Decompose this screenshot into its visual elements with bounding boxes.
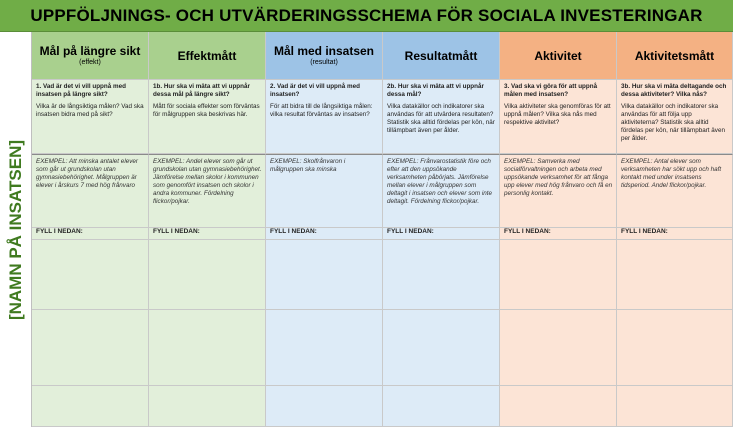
input-cell[interactable]	[149, 240, 266, 310]
input-cell[interactable]	[500, 240, 617, 310]
question-text: 2b. Hur ska vi mäta att vi uppnår dessa mål?	[387, 83, 484, 98]
input-cell[interactable]	[617, 240, 733, 310]
fill-label-cell	[617, 228, 733, 240]
fill-label: FYLL I NEDAN:	[153, 228, 200, 235]
description-text: Mått för sociala effekter som förväntas för målgruppen ska beskrivas här.	[153, 103, 260, 118]
input-cell[interactable]	[32, 386, 149, 427]
question-text: 3b. Hur ska vi mäta deltagande och dessa aktiviteter? Vilka nås?	[621, 83, 727, 98]
fill-label-cell	[500, 228, 617, 240]
example-text: EXEMPEL: Antal elever som verksamheten har sökt upp och haft kontakt med under insatsens tidsperiod. Andel flickor/pojkar.	[621, 158, 722, 189]
input-cell[interactable]	[32, 310, 149, 386]
question-text: 1b. Hur ska vi mäta att vi uppnår dessa mål på längre sikt?	[153, 83, 250, 98]
input-cell[interactable]	[383, 310, 500, 386]
fill-label: FYLL I NEDAN:	[387, 228, 434, 235]
title-bar	[0, 0, 733, 32]
example-cell	[32, 154, 149, 228]
description-text: För att bidra till de långsiktiga målen: vilka resultat förväntas av insatsen?	[270, 103, 373, 118]
schema-table	[32, 32, 733, 427]
insats-name-label: [NAMN PÅ INSATSEN]	[6, 139, 25, 321]
column-header-title: Aktivitet	[534, 48, 582, 63]
input-cell[interactable]	[149, 310, 266, 386]
question-cell	[32, 80, 149, 154]
example-text: EXEMPEL: Skolfrånvaron i målgruppen ska minska	[270, 158, 346, 173]
input-cell[interactable]	[383, 240, 500, 310]
question-cell	[500, 80, 617, 154]
example-cell	[617, 154, 733, 228]
question-text: 1. Vad är det vi vill uppnå med insatsen på längre sikt?	[36, 83, 126, 98]
description-text: Vilka datakällor och indikatorer ska användas för att följa upp aktiviteterna? Statistik ska alltid fördelas per kön, när tillämpbart även per ålder.	[621, 103, 725, 142]
input-cell[interactable]	[149, 386, 266, 427]
example-text: EXEMPEL: Andel elever som går ut grundskolan utan gymnasiebehörighet. Jämförelse mellan skolor i kommunen som genomfört insatsen och skolor i andra kommuner. Fördelning flickor/pojkar.	[153, 158, 262, 205]
input-cell[interactable]	[383, 386, 500, 427]
description-text: Vilka aktiviteter ska genomföras för att uppnå målen? Vilka ska nås med respektive aktivitet?	[504, 103, 611, 126]
description-text: Vilka datakällor och indikatorer ska användas för att utvärdera resultaten? Statistik ska alltid fördelas per kön, när tillämpbart även per ålder.	[387, 103, 495, 134]
question-text: 2. Vad är det vi vill uppnå med insatsen?	[270, 83, 360, 98]
example-cell	[266, 154, 383, 228]
fill-label-cell	[149, 228, 266, 240]
description-text: Vilka är de långsiktiga målen? Vad ska insatsen bidra med på sikt?	[36, 103, 144, 118]
fill-label: FYLL I NEDAN:	[270, 228, 317, 235]
fill-label: FYLL I NEDAN:	[621, 228, 668, 235]
question-cell	[617, 80, 733, 154]
column-header-title: Mål på längre sikt	[39, 44, 141, 58]
page-title: UPPFÖLJNINGS- OCH UTVÄRDERINGSSCHEMA FÖR SOCIALA INVESTERINGAR	[30, 5, 703, 25]
column-header-title: Resultatmått	[404, 48, 478, 63]
question-text: 3. Vad ska vi göra för att uppnå målen med insatsen?	[504, 83, 598, 98]
input-cell[interactable]	[266, 386, 383, 427]
column-header-title: Aktivitetsmått	[634, 48, 715, 63]
input-cell[interactable]	[32, 240, 149, 310]
example-cell	[383, 154, 500, 228]
column-header	[266, 32, 383, 80]
question-cell	[149, 80, 266, 154]
example-cell	[149, 154, 266, 228]
column-header-subtitle: (resultat)	[310, 59, 338, 66]
column-header	[32, 32, 149, 80]
input-cell[interactable]	[266, 310, 383, 386]
column-header	[617, 32, 733, 80]
example-text: EXEMPEL: Samverka med socialförvaltningen och arbeta med uppsökande verksamhet för att fånga upp elever med hög frånvaro och få en personlig kontakt.	[504, 158, 613, 197]
column-header-title: Effektmått	[177, 48, 237, 63]
fill-label-cell	[32, 228, 149, 240]
fill-label-cell	[383, 228, 500, 240]
fill-label: FYLL I NEDAN:	[36, 228, 83, 235]
column-header	[500, 32, 617, 80]
fill-label-cell	[266, 228, 383, 240]
example-text: EXEMPEL: Att minska antalet elever som går ut grundskolan utan gymnasiebehörighet. Målgruppen är elever i årskurs 7 med hög frånvaro	[36, 158, 138, 189]
input-cell[interactable]	[617, 386, 733, 427]
side-label-column	[0, 32, 32, 427]
example-cell	[500, 154, 617, 228]
input-cell[interactable]	[266, 240, 383, 310]
question-cell	[266, 80, 383, 154]
column-header-title: Mål med insatsen	[273, 44, 375, 58]
column-header	[383, 32, 500, 80]
example-text: EXEMPEL: Frånvarostatistik före och efter att den uppsökande verksamheten påbörjats. Jämförelse mellan elever i målgruppen som deltagit i insatsen och elever som inte deltagit. Fördelning flickor/pojkar.	[387, 158, 493, 205]
input-cell[interactable]	[617, 310, 733, 386]
input-cell[interactable]	[500, 310, 617, 386]
fill-label: FYLL I NEDAN:	[504, 228, 551, 235]
column-header-subtitle: (effekt)	[79, 59, 101, 66]
question-cell	[383, 80, 500, 154]
column-header	[149, 32, 266, 80]
input-cell[interactable]	[500, 386, 617, 427]
